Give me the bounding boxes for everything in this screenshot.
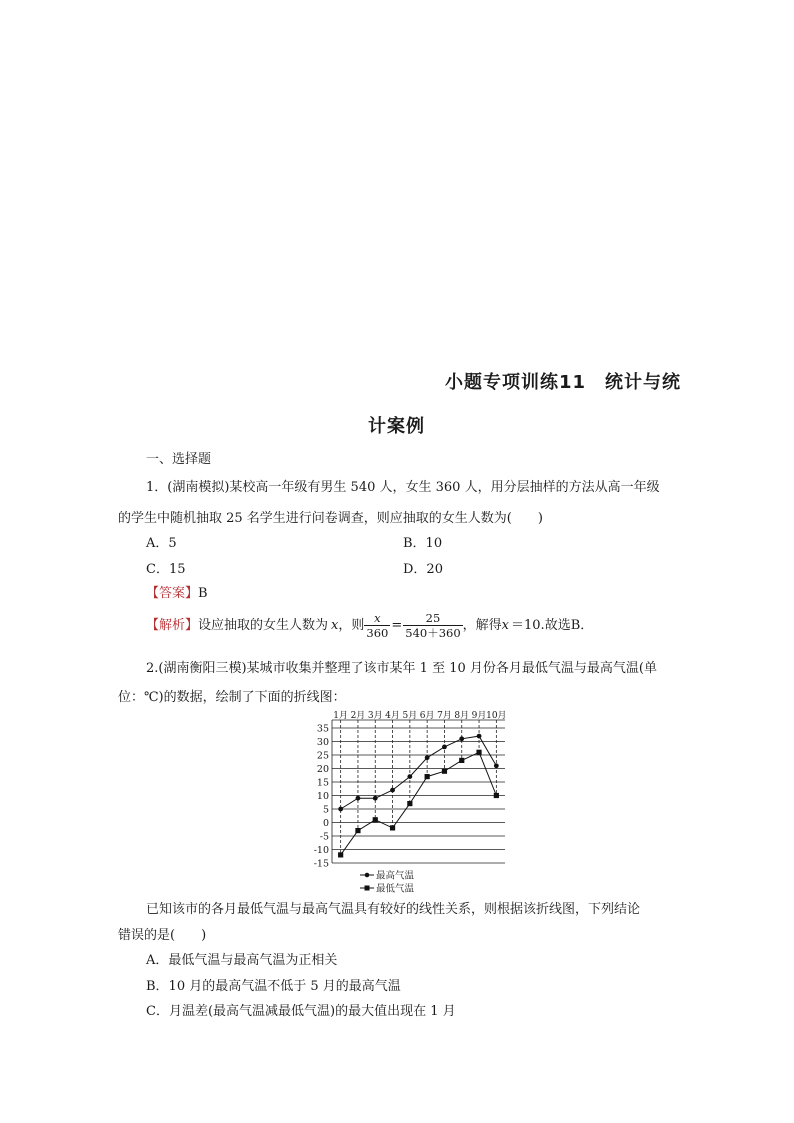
q1-answer	[146, 586, 208, 602]
q1-text-line2: 的学生中随机抽取 25 名学生进行问卷调查，则应抽取的女生人数为( )	[118, 511, 543, 526]
data-point-min-temp	[494, 793, 499, 798]
x-category-label: 4月	[385, 711, 400, 721]
section-heading: 一、选择题	[146, 452, 212, 467]
data-point-max-temp	[494, 763, 499, 768]
q1-option-a: A．5	[146, 536, 177, 551]
analysis-conclusion: ＝10.故选B．	[511, 617, 594, 633]
data-point-max-temp	[477, 734, 482, 739]
temperature-line-chart	[300, 708, 530, 898]
data-point-min-temp	[373, 817, 378, 822]
fraction-25-over-900	[403, 611, 462, 640]
data-point-max-temp	[356, 796, 361, 801]
y-tick-label: -10	[313, 845, 329, 856]
data-point-min-temp	[338, 852, 343, 857]
analysis-text-post: ，解得	[462, 617, 502, 633]
q1-analysis	[146, 611, 593, 640]
y-tick-label: -15	[313, 858, 329, 870]
q2-text-line2: 位：℃)的数据，绘制了下面的折线图：	[118, 690, 346, 705]
x-category-label: 10月	[486, 711, 507, 721]
legend-marker-circle	[365, 873, 370, 878]
y-tick-label: 10	[316, 791, 329, 802]
data-point-max-temp	[459, 736, 464, 741]
y-tick-label: 35	[316, 723, 329, 735]
variable-x: x	[331, 617, 339, 633]
q2-option-b: B．10 月的最高气温不低于 5 月的最高气温	[146, 979, 401, 994]
q2-option-a: A．最低气温与最高气温为正相关	[146, 953, 338, 968]
x-category-label: 1月	[333, 711, 349, 721]
variable-x: x	[501, 617, 510, 633]
data-point-max-temp	[407, 774, 412, 779]
data-point-max-temp	[390, 788, 395, 793]
fraction-denominator: 360	[366, 626, 389, 640]
fraction-numerator: x	[364, 611, 390, 626]
data-point-min-temp	[390, 825, 395, 830]
x-category-label: 6月	[419, 711, 435, 721]
data-point-min-temp	[476, 750, 481, 755]
q2-text-line1: 2.(湖南衡阳三模)某城市收集并整理了该市某年 1 至 10 月份各月最低气温与最高气温(单	[146, 661, 657, 676]
y-tick-label: 5	[322, 804, 329, 816]
data-point-min-temp	[407, 801, 412, 806]
x-category-label: 2月	[350, 711, 366, 721]
q2-text-line4: 错误的是( )	[118, 928, 207, 943]
fraction-x-over-360	[364, 611, 390, 640]
data-point-max-temp	[338, 807, 343, 812]
x-category-label: 8月	[454, 711, 470, 721]
series-line-max-temp	[341, 736, 497, 809]
y-tick-label: 25	[316, 750, 329, 762]
x-category-label: 7月	[437, 711, 452, 721]
x-category-label: 9月	[471, 711, 487, 721]
y-tick-label: 15	[316, 777, 329, 789]
data-point-max-temp	[425, 755, 430, 760]
data-point-min-temp	[355, 828, 360, 833]
q2-option-c: C．月温差(最高气温减最低气温)的最大值出现在 1 月	[146, 1004, 456, 1019]
y-tick-label: -5	[319, 831, 329, 843]
q1-text-line1: 1．(湖南模拟)某校高一年级有男生 540 人，女生 360 人，用分层抽样的方法从高一年级	[146, 480, 660, 495]
q1-option-c: C．15	[146, 562, 186, 577]
fraction-numerator: 25	[403, 611, 462, 626]
data-point-max-temp	[373, 796, 378, 801]
y-tick-label: 20	[316, 764, 329, 775]
data-point-min-temp	[425, 774, 430, 779]
x-category-label: 3月	[367, 711, 383, 721]
y-tick-label: 0	[322, 818, 329, 829]
y-tick-label: 30	[316, 737, 329, 748]
page-title-continued: 计案例	[368, 416, 425, 437]
data-point-max-temp	[442, 745, 447, 750]
legend-marker-square	[365, 886, 370, 891]
answer-value: B	[198, 586, 208, 601]
q1-option-d: D．20	[403, 562, 443, 577]
answer-tag: 【答案】	[146, 586, 199, 601]
analysis-tag: 【解析】	[146, 617, 199, 633]
fraction-denominator: 540＋360	[405, 626, 461, 640]
equals-sign: =	[391, 617, 403, 633]
page-title: 小题专项训练11 统计与统	[445, 372, 682, 393]
legend-label: 最高气温	[376, 870, 415, 882]
legend-label: 最低气温	[376, 883, 415, 895]
q1-option-b: B．10	[403, 536, 443, 551]
data-point-min-temp	[442, 769, 447, 774]
x-category-label: 5月	[402, 711, 418, 721]
data-point-min-temp	[459, 758, 464, 763]
analysis-text-mid: ，则	[338, 617, 365, 633]
analysis-text-pre: 设应抽取的女生人数为	[198, 617, 329, 633]
q2-text-line3: 已知该市的各月最低气温与最高气温具有较好的线性关系，则根据该折线图，下列结论	[146, 902, 641, 917]
